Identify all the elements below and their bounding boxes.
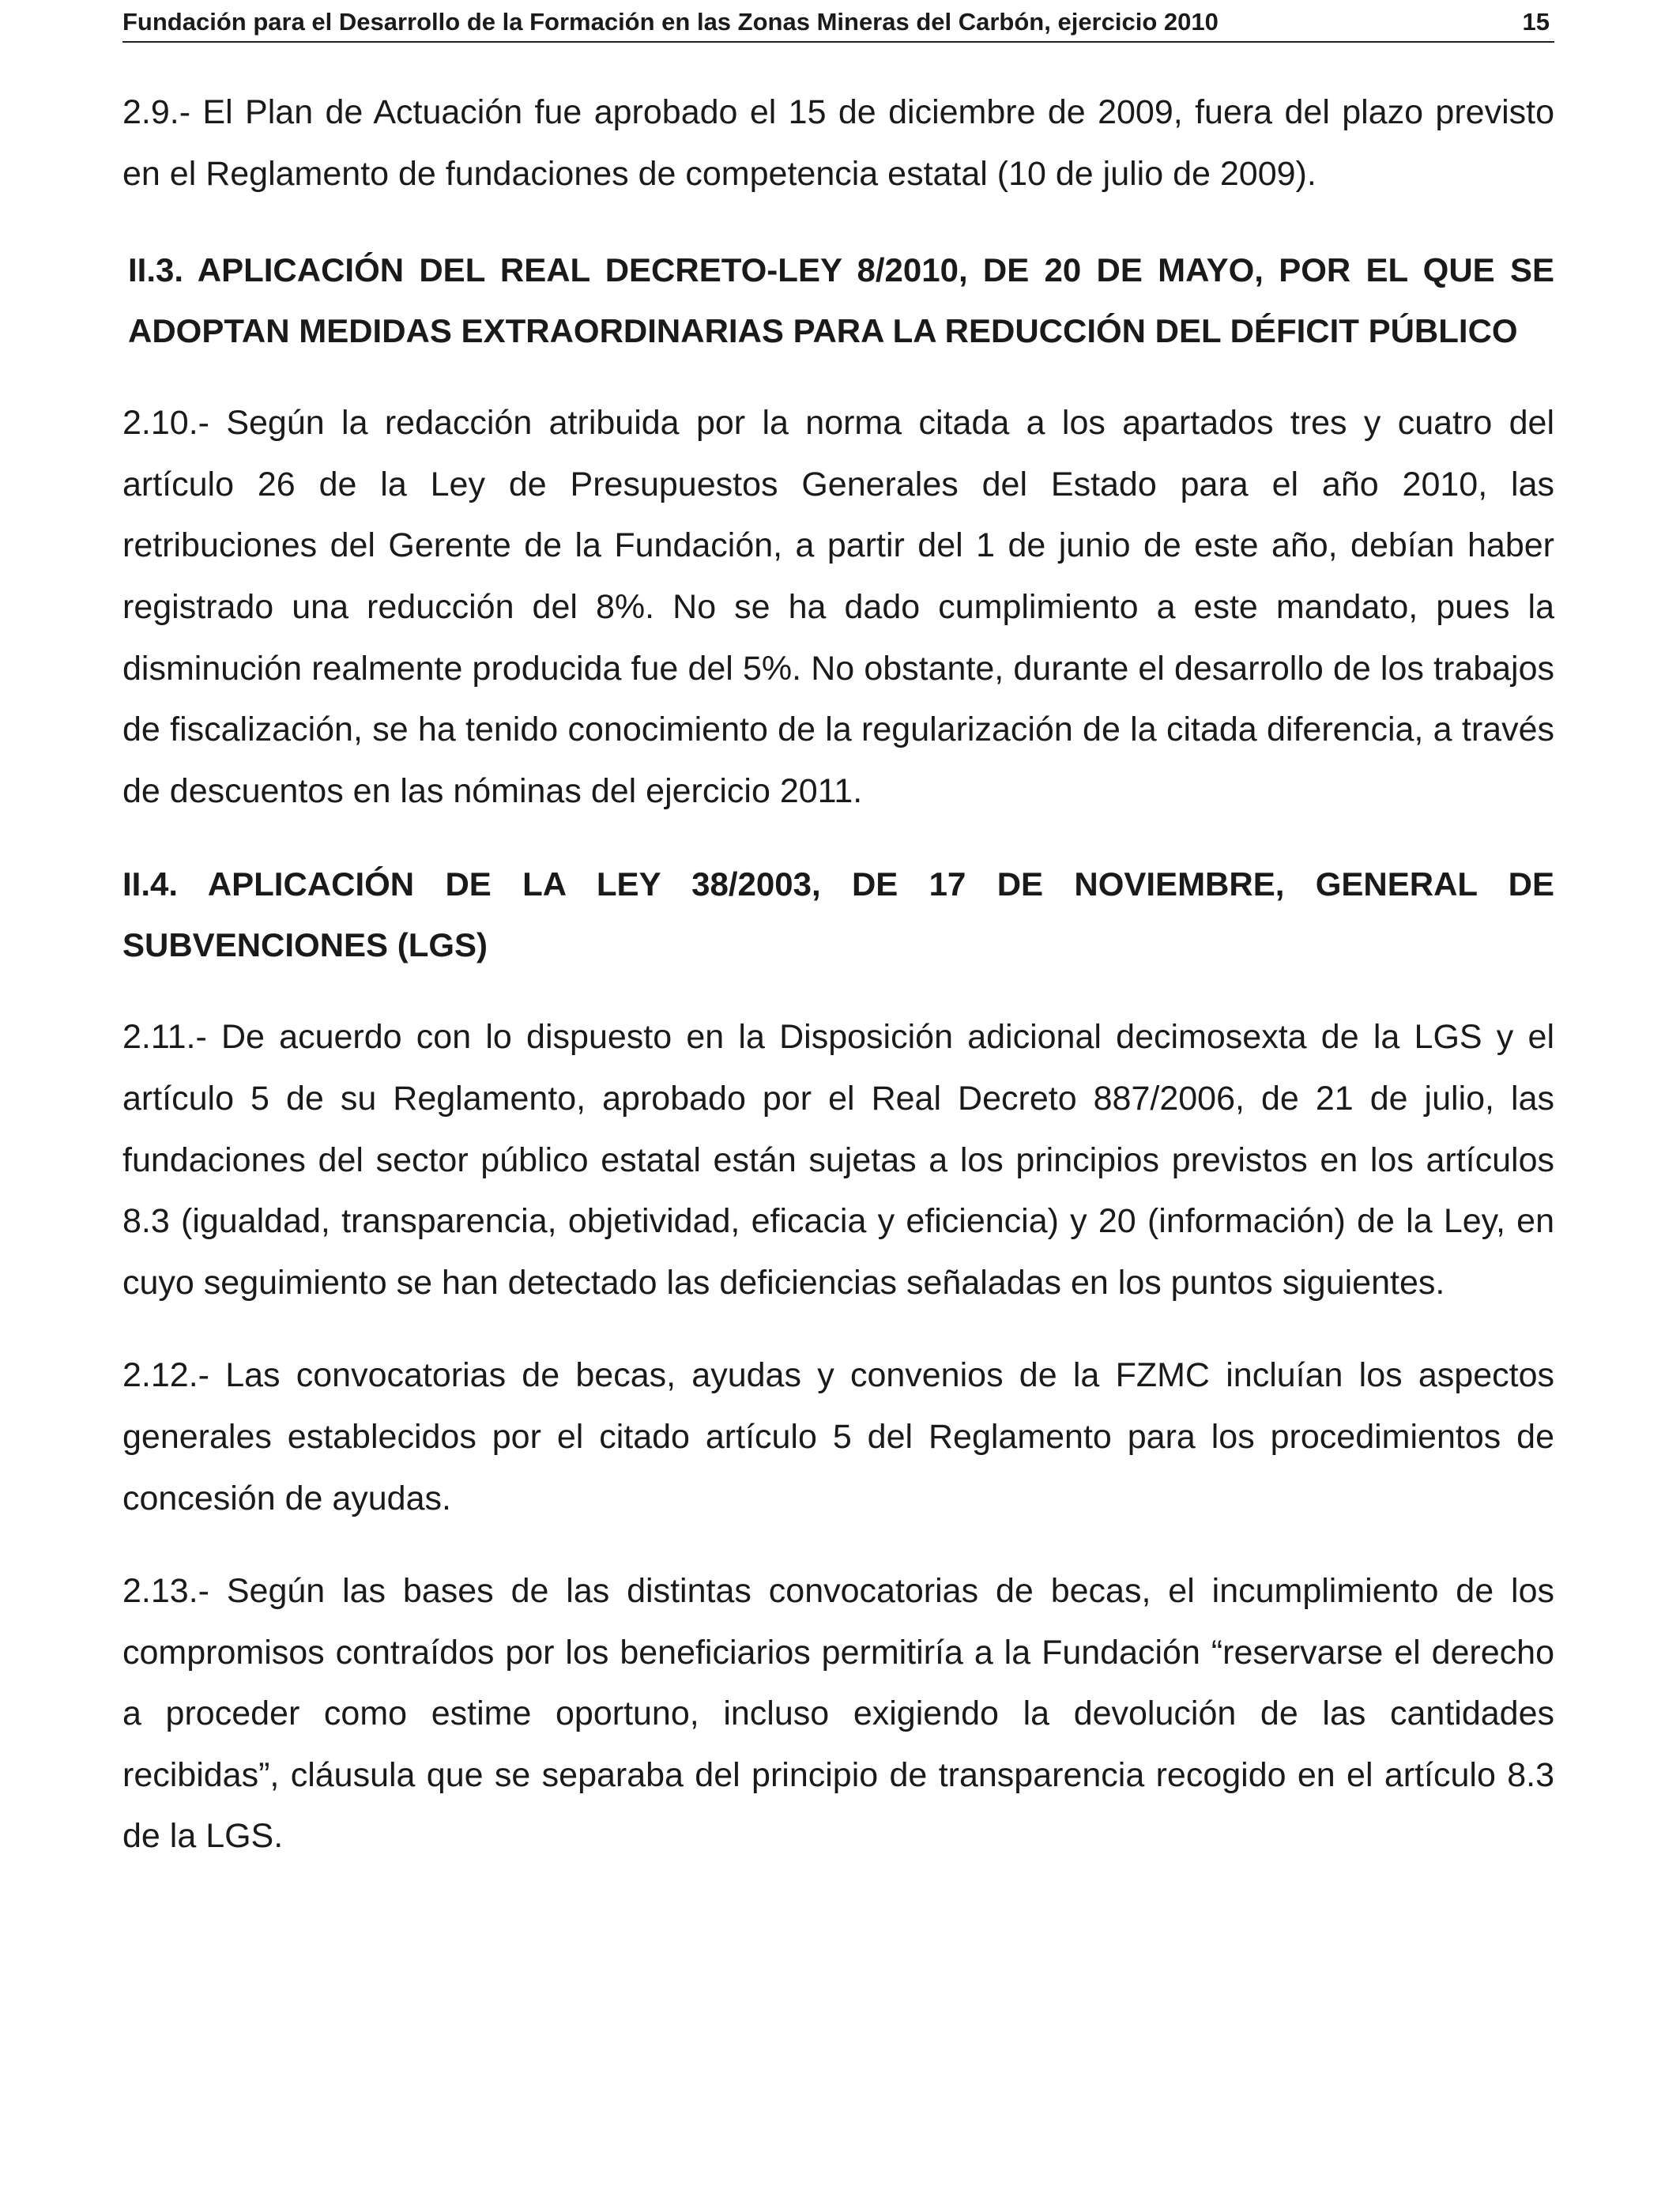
- paragraph-2-12: 2.12.- Las convocatorias de becas, ayudas y convenios de la FZMC incluían los aspectos generales establecidos por el citado artículo 5 del Reglamento para los procedimientos de concesión de ayudas.: [122, 1356, 1554, 1517]
- page-number: 15: [1522, 8, 1550, 36]
- section-heading-II-4: II.4. APLICACIÓN DE LA LEY 38/2003, DE 17 DE NOVIEMBRE, GENERAL DE SUBVENCIONES (LGS): [122, 865, 1554, 964]
- paragraph-2-13: 2.13.- Según las bases de las distintas convocatorias de becas, el incumplimiento de los compromisos contraídos por los beneficiarios permitiría a la Fundación “reservarse el derecho a proceder como estime oportuno, incluso exigiendo la devolución de las cantidades recibidas”, cláusula que se separaba del principio de transparencia recogido en el artículo 8.3 de la LGS.: [122, 1572, 1554, 1856]
- paragraph-2-11: 2.11.- De acuerdo con lo dispuesto en la Disposición adicional decimosexta de la LGS y el artículo 5 de su Reglamento, aprobado por el Real Decreto 887/2006, de 21 de julio, las fundaciones del sector público estatal están sujetas a los principios previstos en los artículos 8.3 (igualdad, transparencia, objetividad, eficacia y eficiencia) y 20 (información) de la Ley, en cuyo seguimiento se han detectado las deficiencias señaladas en los puntos siguientes.: [122, 1018, 1554, 1302]
- paragraph-2-10: 2.10.- Según la redacción atribuida por la norma citada a los apartados tres y cuatro del artículo 26 de la Ley de Presupuestos Generales del Estado para el año 2010, las retribuciones del Gerente de la Fundación, a partir del 1 de junio de este año, debían haber registrado una reducción del 8%. No se ha dado cumplimiento a este mandato, pues la disminución realmente producida fue del 5%. No obstante, durante el desarrollo de los trabajos de fiscalización, se ha tenido conocimiento de la regularización de la citada diferencia, a través de descuentos en las nóminas del ejercicio 2011.: [122, 404, 1554, 810]
- paragraph-2-9: 2.9.- El Plan de Actuación fue aprobado el 15 de diciembre de 2009, fuera del plazo previsto en el Reglamento de fundaciones de competencia estatal (10 de julio de 2009).: [122, 93, 1554, 193]
- header-title: Fundación para el Desarrollo de la Formación en las Zonas Mineras del Carbón, ejercicio 2010: [122, 8, 1219, 36]
- section-heading-II-3: II.3. APLICACIÓN DEL REAL DECRETO-LEY 8/2010, DE 20 DE MAYO, POR EL QUE SE ADOPTAN MEDIDAS EXTRAORDINARIAS PARA LA REDUCCIÓN DEL DÉFICIT PÚBLICO: [128, 251, 1554, 350]
- running-header: [122, 8, 1554, 43]
- document-body: [122, 82, 1554, 1868]
